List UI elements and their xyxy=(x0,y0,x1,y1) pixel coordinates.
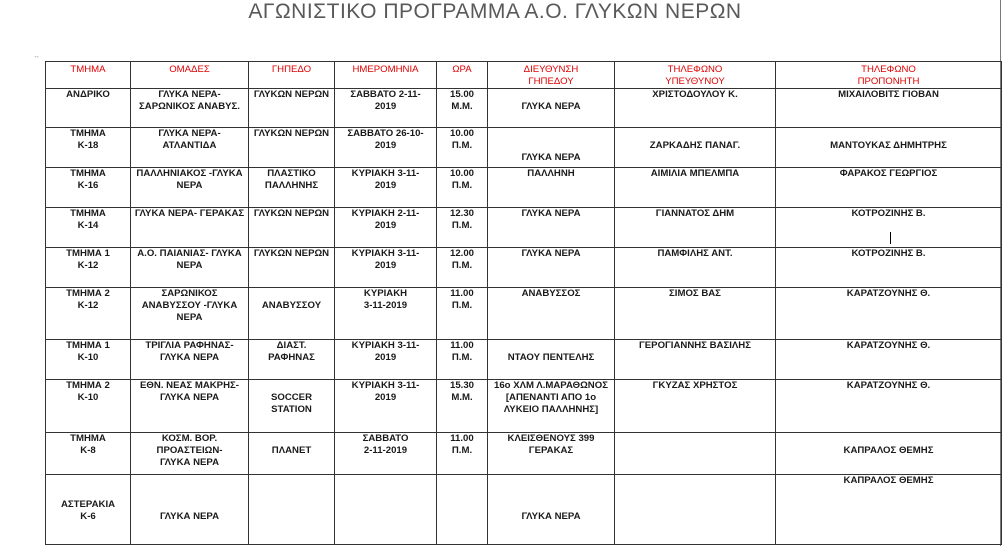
table-cell[interactable] xyxy=(615,168,776,208)
cell-text: ΚΥΡΙΑΚΗ 3-11- 2019 xyxy=(351,340,420,363)
table-cell[interactable] xyxy=(776,208,1002,248)
cell-text: ΤΜΗΜΑ Κ-14 xyxy=(70,208,106,231)
table-cell[interactable] xyxy=(615,89,776,128)
schedule-table xyxy=(45,61,1002,545)
table-cell[interactable] xyxy=(776,475,1002,545)
table-row xyxy=(46,340,1002,380)
table-cell[interactable] xyxy=(46,248,131,288)
cell-text: ΚΑΠΡΑΛΟΣ ΘΕΜΗΣ xyxy=(843,445,934,456)
cell-text: ΣΙΜΟΣ ΒΑΣ xyxy=(669,288,721,299)
cell-text: ΤΜΗΜΑ Κ-16 xyxy=(70,168,106,191)
cell-text: ΝΤΑΟΥ ΠΕΝΤΕΛΗΣ xyxy=(507,352,595,363)
table-cell[interactable] xyxy=(776,380,1002,433)
table-cell[interactable] xyxy=(131,340,249,380)
header-cell[interactable]: ΟΜΑΔΕΣ xyxy=(131,62,249,89)
table-cell[interactable] xyxy=(615,340,776,380)
cell-text: ΤΜΗΜΑ 1 Κ-10 xyxy=(66,340,110,363)
table-cell[interactable] xyxy=(437,433,488,475)
cell-text: 12.00 Π.Μ. xyxy=(449,248,474,271)
table-cell[interactable] xyxy=(46,475,131,545)
table-row xyxy=(46,475,1002,545)
cell-text: ΠΑΛΛΗΝΙΑΚΟΣ -ΓΛΥΚΑ ΝΕΡΑ xyxy=(136,168,243,191)
cell-text: ΓΕΡΟΓΙΑΝΝΗΣ ΒΑΣΙΛΗΣ xyxy=(639,340,751,351)
table-row xyxy=(46,168,1002,208)
cell-text: ΓΛΥΚΩΝ ΝΕΡΩΝ xyxy=(253,208,330,219)
cell-text: ΠΑΛΛΗΝΗ xyxy=(527,168,575,179)
cell-text: ΚΥΡΙΑΚΗ 3-11- 2019 xyxy=(351,380,420,403)
table-cell[interactable] xyxy=(335,433,437,475)
cell-text: 12.30 Π.Μ. xyxy=(449,208,474,231)
cell-text: ΣΑΒΒΑΤΟ 2-11- 2019 xyxy=(350,89,421,112)
cell-text: ΓΛΥΚΑ ΝΕΡΑ xyxy=(521,101,581,112)
cell-text: 15.00 Μ.Μ. xyxy=(449,89,474,112)
table-cell[interactable] xyxy=(335,208,437,248)
cell-text: ΦΑΡΑΚΟΣ ΓΕΩΡΓΙΟΣ xyxy=(839,168,938,179)
cell-text: ΣΑΡΩΝΙΚΟΣ ΑΝΑΒΥΣΣΟΥ -ΓΛΥΚΑ ΝΕΡΑ xyxy=(141,288,238,323)
cell-text: ΠΛΑΣΤΙΚΟ ΠΑΛΛΗΝΗΣ xyxy=(264,168,319,191)
table-cell[interactable] xyxy=(488,89,615,128)
cell-text: ΓΛΥΚΑ ΝΕΡΑ xyxy=(159,511,220,522)
cell-text: ΓΛΥΚΑ ΝΕΡΑ- ΣΑΡΩΝΙΚΟΣ ΑΝΑΒΥΣ. xyxy=(139,89,240,112)
table-cell[interactable] xyxy=(249,475,335,545)
table-cell[interactable] xyxy=(776,433,1002,475)
table-cell[interactable] xyxy=(488,248,615,288)
table-cell[interactable] xyxy=(131,433,249,475)
table-cell[interactable] xyxy=(131,248,249,288)
table-cell[interactable] xyxy=(437,168,488,208)
document-title: ΑΓΩΝΙΣΤΙΚΟ ΠΡΟΓΡΑΜΜΑ Α.Ο. ΓΛΥΚΩΝ ΝΕΡΩΝ xyxy=(248,0,742,23)
table-cell[interactable] xyxy=(131,168,249,208)
table-cell[interactable] xyxy=(335,340,437,380)
cell-text: ΔΙΑΣΤ. ΡΑΦΗΝΑΣ xyxy=(268,340,315,363)
header-cell[interactable]: ΓΗΠΕΔΟ xyxy=(249,62,335,89)
table-cell[interactable] xyxy=(615,433,776,475)
table-cell[interactable] xyxy=(46,168,131,208)
cell-text: ΓΛΥΚΑ ΝΕΡΑ- ΓΕΡΑΚΑΣ xyxy=(134,208,245,219)
table-cell[interactable] xyxy=(488,168,615,208)
header-cell[interactable]: ΤΗΛΕΦΩΝΟ ΠΡΟΠΟΝΗΤΗ xyxy=(776,62,1002,89)
cell-text: ΚΥΡΙΑΚΗ 3-11- 2019 xyxy=(351,248,420,271)
cell-text: ΤΜΗΜΑ 2 Κ-12 xyxy=(66,288,110,311)
table-cell[interactable] xyxy=(249,168,335,208)
cell-text: ΖΑΡΚΑΔΗΣ ΠΑΝΑΓ. xyxy=(649,140,741,151)
table-cell[interactable] xyxy=(335,168,437,208)
table-cell[interactable] xyxy=(776,128,1002,168)
table-cell[interactable] xyxy=(437,128,488,168)
cell-text: ΑΣΤΕΡΑΚΙΑ Κ-6 xyxy=(60,499,116,522)
table-row xyxy=(46,288,1002,340)
cell-text: ΓΛΥΚΑ ΝΕΡΑ xyxy=(521,208,581,219)
cell-text: ΠΛΑΝΕΤ xyxy=(271,445,312,456)
cell-text: ΚΑΠΡΑΛΟΣ ΘΕΜΗΣ xyxy=(843,475,934,486)
text-cursor xyxy=(890,232,891,244)
cell-text: 11.00 Π.Μ. xyxy=(450,433,474,456)
cell-text: Α.Ο. ΠΑΙΑΝΙΑΣ- ΓΛΥΚΑ ΝΕΡΑ xyxy=(137,248,242,271)
table-cell[interactable] xyxy=(615,248,776,288)
table-cell[interactable] xyxy=(335,89,437,128)
cell-text: ΚΛΕΙΣΘΕΝΟΥΣ 399 ΓΕΡΑΚΑΣ xyxy=(507,433,595,456)
cell-text: ΤΜΗΜΑ Κ-8 xyxy=(70,433,106,456)
cell-text: ΚΟΤΡΟΖΙΝΗΣ Β. xyxy=(851,248,926,259)
table-cell[interactable] xyxy=(46,89,131,128)
table-row xyxy=(46,89,1002,128)
table-cell[interactable] xyxy=(488,433,615,475)
cell-text: ΑΝΑΒΥΣΣΟΥ xyxy=(261,300,322,311)
table-cell[interactable] xyxy=(615,288,776,340)
cell-text: ΤΜΗΜΑ 1 Κ-12 xyxy=(66,248,110,271)
cell-text: ΚΑΡΑΤΖΟΥΝΗΣ Θ. xyxy=(846,380,931,391)
table-cell[interactable] xyxy=(131,89,249,128)
header-cell[interactable]: ΤΜΗΜΑ xyxy=(46,62,131,89)
table-cell[interactable] xyxy=(437,248,488,288)
table-cell[interactable] xyxy=(131,288,249,340)
table-cell[interactable] xyxy=(437,380,488,433)
table-cell[interactable] xyxy=(488,128,615,168)
table-cell[interactable] xyxy=(437,208,488,248)
cell-text: ΤΜΗΜΑ 2 Κ-10 xyxy=(66,380,110,403)
table-cell[interactable] xyxy=(46,208,131,248)
table-cell[interactable] xyxy=(335,380,437,433)
table-row xyxy=(46,248,1002,288)
header-cell[interactable]: ΔΙΕΥΘΥΝΣΗ ΓΗΠΕΔΟΥ xyxy=(488,62,615,89)
cell-text: ΧΡΙΣΤΟΔΟΥΛΟΥ Κ. xyxy=(652,89,738,100)
table-row xyxy=(46,380,1002,433)
table-cell[interactable] xyxy=(776,340,1002,380)
cell-text: ΕΘΝ. ΝΕΑΣ ΜΑΚΡΗΣ- ΓΛΥΚΑ ΝΕΡΑ xyxy=(140,380,239,403)
cell-text: ΚΥΡΙΑΚΗ 2-11- 2019 xyxy=(351,208,420,231)
table-cell[interactable] xyxy=(249,380,335,433)
cell-text: ΓΛΥΚΑ ΝΕΡΑ xyxy=(521,248,581,259)
table-cell[interactable] xyxy=(437,288,488,340)
cell-text: 16ο ΧΛΜ Λ.ΜΑΡΑΘΩΝΟΣ [ΑΠΕΝΑΝΤΙ ΑΠΟ 1ο ΛΥΚΕΙΟ ΠΑΛΛΗΝΗΣ] xyxy=(494,380,608,415)
cell-text: 15.30 Μ.Μ. xyxy=(449,380,474,403)
cell-text: ΑΝΑΒΥΣΣΟΣ xyxy=(521,288,581,299)
table-cell[interactable] xyxy=(437,89,488,128)
cell-text: ΤΡΙΓΛΙΑ ΡΑΦΗΝΑΣ- ΓΛΥΚΑ ΝΕΡΑ xyxy=(145,340,234,363)
table-cell[interactable] xyxy=(46,380,131,433)
table-cell[interactable] xyxy=(249,89,335,128)
table-cell[interactable] xyxy=(46,128,131,168)
table-cell[interactable] xyxy=(249,208,335,248)
cell-text: ΠΑΜΦΙΛΗΣ ΑΝΤ. xyxy=(657,248,733,259)
table-cell[interactable] xyxy=(131,475,249,545)
cell-text: ΚΥΡΙΑΚΗ 3-11- 2019 xyxy=(351,168,420,191)
cell-text: 11.00 Π.Μ. xyxy=(450,288,474,311)
table-cell[interactable] xyxy=(776,89,1002,128)
cell-text: ΓΛΥΚΩΝ ΝΕΡΩΝ xyxy=(253,248,330,259)
table-cell[interactable] xyxy=(249,288,335,340)
cell-text: ΓΙΑΝΝΑΤΟΣ ΔΗΜ xyxy=(655,208,735,219)
cell-text: ΤΜΗΜΑ Κ-18 xyxy=(70,128,106,151)
cell-text: ΚΑΡΑΤΖΟΥΝΗΣ Θ. xyxy=(846,340,931,351)
table-header-row xyxy=(46,62,1002,89)
table-cell[interactable] xyxy=(776,168,1002,208)
table-cell[interactable] xyxy=(335,288,437,340)
cell-text: ΓΛΥΚΩΝ ΝΕΡΩΝ xyxy=(253,128,330,139)
table-anchor-marker: ↔ xyxy=(33,53,40,60)
cell-text: ΜΑΝΤΟΥΚΑΣ ΔΗΜΗΤΡΗΣ xyxy=(830,140,947,151)
table-cell[interactable] xyxy=(131,128,249,168)
cell-text: ΜΙΧΑΙΛΟΒΙΤΣ ΓΙΟΒΑΝ xyxy=(838,89,939,100)
table-cell[interactable] xyxy=(488,288,615,340)
table-cell[interactable] xyxy=(437,475,488,545)
table-cell[interactable] xyxy=(249,433,335,475)
header-cell[interactable]: ΩΡΑ xyxy=(437,62,488,89)
header-cell[interactable]: ΗΜΕΡΟΜΗΝΙΑ xyxy=(335,62,437,89)
cell-text: ΓΛΥΚΑ ΝΕΡΑ xyxy=(521,152,581,163)
cell-text: ΑΙΜΙΛΙΑ ΜΠΕΛΜΠΑ xyxy=(650,168,740,179)
table-cell[interactable] xyxy=(46,340,131,380)
table-cell[interactable] xyxy=(615,208,776,248)
table-cell[interactable] xyxy=(437,340,488,380)
table-cell[interactable] xyxy=(249,340,335,380)
table-cell[interactable] xyxy=(776,248,1002,288)
cell-text: 10.00 Π.Μ. xyxy=(449,128,474,151)
header-cell[interactable]: ΤΗΛΕΦΩΝΟ ΥΠΕΥΘΥΝΟΥ xyxy=(615,62,776,89)
table-cell[interactable] xyxy=(131,380,249,433)
table-cell[interactable] xyxy=(249,128,335,168)
table-row xyxy=(46,208,1002,248)
cell-text: ΚΟΤΡΟΖΙΝΗΣ Β. xyxy=(851,208,926,219)
table-row xyxy=(46,433,1002,475)
table-row xyxy=(46,128,1002,168)
cell-text: ΓΚΥΖΑΣ ΧΡΗΣΤΟΣ xyxy=(652,380,738,391)
cell-text: ΑΝΔΡΙΚΟ xyxy=(66,89,110,100)
cell-text: ΣΑΒΒΑΤΟ 26-10- 2019 xyxy=(347,128,424,151)
table-cell[interactable] xyxy=(776,288,1002,340)
cell-text: ΚΟΣΜ. ΒΟΡ. ΠΡΟΑΣΤΕΙΩΝ- ΓΛΥΚΑ ΝΕΡΑ xyxy=(156,433,223,468)
cell-text: 10.00 Π.Μ. xyxy=(449,168,474,191)
table-cell[interactable] xyxy=(46,433,131,475)
table-cell[interactable] xyxy=(615,380,776,433)
table-cell[interactable] xyxy=(488,340,615,380)
table-cell[interactable] xyxy=(335,475,437,545)
table-cell[interactable] xyxy=(335,128,437,168)
cell-text: ΣΑΒΒΑΤΟ 2-11-2019 xyxy=(362,433,409,456)
cell-text: ΚΥΡΙΑΚΗ 3-11-2019 xyxy=(363,288,408,311)
cell-text: 11.00 Π.Μ. xyxy=(450,340,474,363)
table-cell[interactable] xyxy=(131,208,249,248)
cell-text: ΓΛΥΚΑ ΝΕΡΑ xyxy=(521,511,581,522)
table-cell[interactable] xyxy=(488,208,615,248)
table-cell[interactable] xyxy=(488,475,615,545)
table-cell[interactable] xyxy=(335,248,437,288)
table-cell[interactable] xyxy=(615,475,776,545)
table-cell[interactable] xyxy=(615,128,776,168)
table-cell[interactable] xyxy=(46,288,131,340)
cell-text: SOCCER STATION xyxy=(270,392,313,415)
cell-text: ΓΛΥΚΑ ΝΕΡΑ- ΑΤΛΑΝΤΙΔΑ xyxy=(158,128,221,151)
table-cell[interactable] xyxy=(488,380,615,433)
table-cell[interactable] xyxy=(249,248,335,288)
cell-text: ΚΑΡΑΤΖΟΥΝΗΣ Θ. xyxy=(846,288,931,299)
cell-text: ΓΛΥΚΩΝ ΝΕΡΩΝ xyxy=(253,89,330,100)
